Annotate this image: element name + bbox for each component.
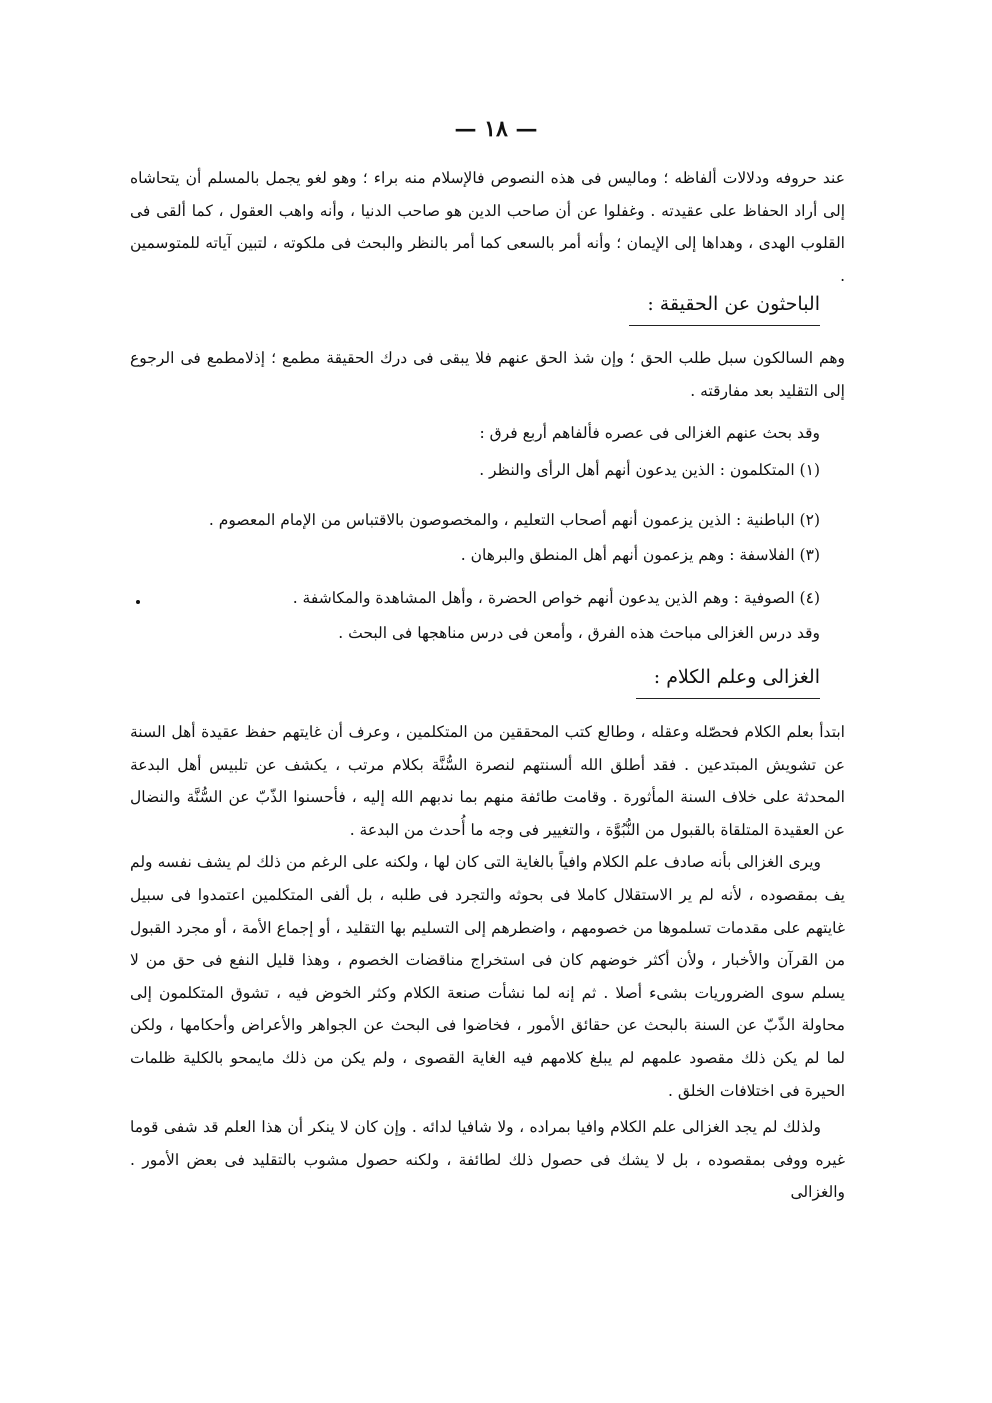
seekers-paragraph-block	[130, 342, 845, 407]
sects-intro-line: وقد بحث عنهم الغزالى فى عصره فألفاهم أربع فرق :	[479, 424, 820, 442]
paragraph-seekers: وهم السالكون سبل طلب الحق ؛ وإن شذ الحق عنهم فلا يبقى فى درك الحقيقة مطمع ؛ إذلامطمع فى الرجوع إلى التقليد بعد مفارقته .	[130, 349, 845, 400]
kalam-paragraph-block	[130, 716, 845, 1209]
sect-list-item: (٣) الفلاسفة : وهم يزعمون أنهم أهل المنطق والبرهان .	[460, 546, 820, 564]
sect-list-item: (٢) الباطنية : الذين يزعمون أنهم أصحاب التعليم ، والمخصوصون بالاقتباس من الإمام المعصوم .	[208, 511, 820, 529]
paragraph-kalam-critique: ويرى الغزالى بأنه صادف علم الكلام وافياً بالغاية التى كان لها ، ولكنه على الرغم من ذلك لم يشف نفسه ولم يف بمقصوده ، لأنه لم ير الاستقلال كاملا فى بحوثه والتجرد فى طلبه ، بل ألفى المتكلمين اعتمدوا فى سبيل غايتهم على مقدمات تسلموها من خصومهم ، واضطرهم إلى التسليم بها التقليد ، أو إجماع الأمة ، أو مجرد القبول من القرآن والأخبار ، ولأن أكثر خوضهم كان فى استخراج مناقضات الخصوم ، وهذا قليل النفع فى حق من لا يسلم سوى الضروريات بشىء أصلا . ثم إنه لما نشأت صنعة الكلام وكثر الخوض فيه ، تشوق المتكلمون إلى محاولة الذّبّ عن السنة بالبحث عن حقائق الأمور ، فخاضوا فى البحث عن الجواهر والأعراض وأحكامها ، ولكن لما لم يكن ذلك مقصود علمهم لم يبلغ كلامهم فيه الغاية القصوى ، ولم يكن من ذلك مايمحو بالكلية ظلمات الحيرة فى اختلافات الخلق .	[130, 853, 845, 1100]
sect-list-item: (١) المتكلمون : الذين يدعون أنهم أهل الرأى والنظر .	[479, 461, 820, 479]
section-heading-seekers: الباحثون عن الحقيقة :	[629, 289, 820, 326]
section-heading-ghazali-kalam: الغزالى وعلم الكلام :	[636, 662, 820, 699]
intro-paragraph-block	[130, 162, 845, 292]
sects-outro-line: وقد درس الغزالى مباحث هذه الفرق ، وأمعن فى درس مناهجها فى البحث .	[338, 624, 820, 642]
stray-mark	[136, 600, 140, 604]
sect-list-item: (٤) الصوفية : وهم الذين يدعون أنهم خواص الحضرة ، وأهل المشاهدة والمكاشفة .	[292, 589, 820, 607]
paragraph-opening: عند حروفه ودلالات ألفاظه ؛ وماليس فى هذه النصوص فالإسلام منه براء ؛ وهو لغو يجمل بالمسلم أن يتحاشاه إلى أراد الحفاظ على عقيدته . وغفلوا عن أن صاحب الدين هو صاحب الدنيا ، وأنه واهب العقول ، كما ألقى فى القلوب الهدى ، وهداها إلى الإيمان ؛ وأنه أمر بالسعى كما أمر بالنظر والبحث فى ملكوته ، لتبين آياته للمتوسمين .	[130, 169, 845, 285]
page-number: — ١٨ —	[454, 116, 538, 142]
paragraph-kalam-conclusion: ولذلك لم يجد الغزالى علم الكلام وافيا بمراده ، ولا شافيا لدائه . وإن كان لا ينكر أن هذا العلم قد شفى قوما غيره ووفى بمقصوده ، بل لا يشك فى حصول ذلك لطائفة ، ولكنه حصول مشوب بالتقليد فى بعض الأمور . والغزالى	[130, 1118, 845, 1202]
paragraph-kalam-start: ابتدأ بعلم الكلام فحصّله وعقله ، وطالع كتب المحققين من المتكلمين ، وعرف أن غايتهم حفظ عقيدة أهل السنة عن تشويش المبتدعين . فقد أطلق الله ألسنتهم لنصرة السُّنَّة بكلام مرتب ، يكشف عن تلبيس أهل البدعة المحدثة على خلاف السنة المأثورة . وقامت طائفة منهم بما ندبهم الله إليه ، فأحسنوا الذّبّ عن السُّنَّة والنضال عن العقيدة المتلقاة بالقبول من النُّبُوَّة ، والتغيير فى وجه ما أُحدث من البدعة .	[130, 723, 845, 839]
